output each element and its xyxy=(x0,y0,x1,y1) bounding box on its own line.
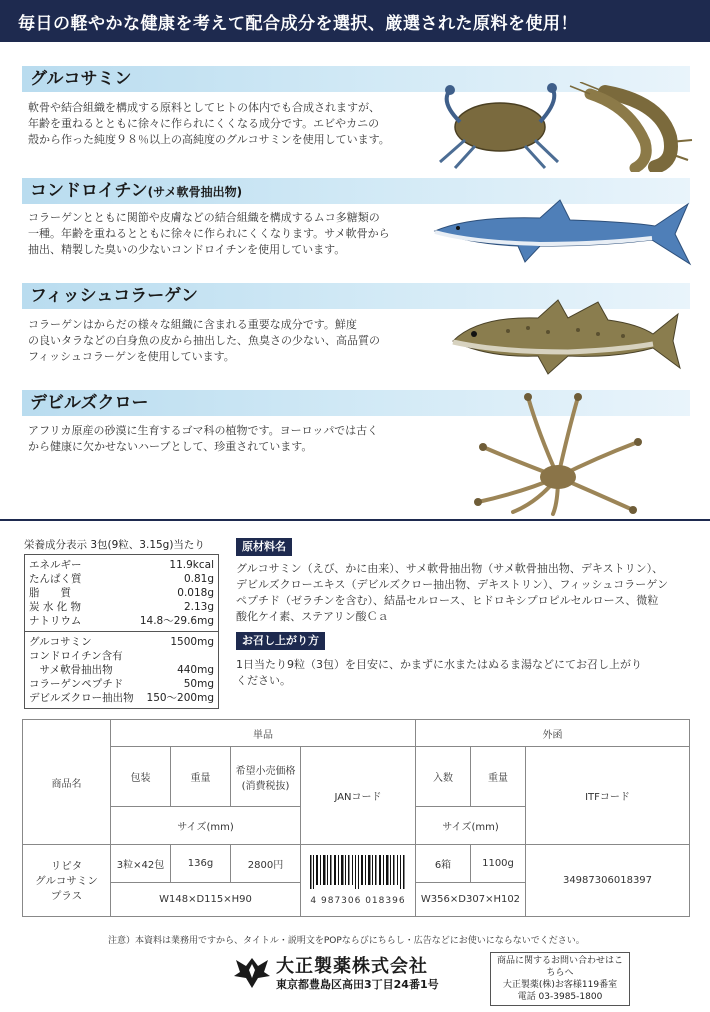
price-header xyxy=(231,747,301,807)
shark-illustration xyxy=(430,196,695,271)
nutrition-value: 14.8〜29.6mg xyxy=(139,615,214,627)
product-name-header: 商品名 xyxy=(23,720,111,845)
section-subtitle: (サメ軟骨抽出物) xyxy=(147,185,243,199)
section-title-text: コンドロイチン xyxy=(30,181,148,201)
section-title-text: フィッシュコラーゲン xyxy=(30,286,198,306)
section-divider xyxy=(0,519,710,521)
section-title-chondroitin xyxy=(30,178,242,205)
nutrition-row xyxy=(25,572,218,586)
itf-code-value: 34987306018397 xyxy=(526,845,690,917)
raw-materials-line: 酸化ケイ素、ステアリン酸Ｃａ xyxy=(236,610,389,623)
header-text: 毎日の軽やかな健康を考えて配合成分を選択、厳選された原料を使用！ xyxy=(18,13,578,34)
nutrition-label: たんぱく質 xyxy=(29,573,82,585)
product-name-line: グルコサミン xyxy=(35,875,98,887)
raw-materials-label: 原材料名 xyxy=(236,538,292,556)
body-line: 抽出、精製した臭いの少ないコンドロイチンを使用しています。 xyxy=(28,243,346,256)
packaging-value: 3粒×42包 xyxy=(111,845,171,883)
nutrition-facts xyxy=(24,537,219,709)
company-name: 大正製薬株式会社 xyxy=(276,956,428,977)
notice-text: 注意）本資料は業務用ですから、タイトル・説明文をPOPならびにちらし・広告などにお使いにならないでください。 xyxy=(108,936,585,946)
price-header-line: 希望小売価格 xyxy=(235,765,296,777)
nutrition-label: コンドロイチン含有 xyxy=(29,650,123,662)
jan-code-number: 4 987306 018396 xyxy=(310,896,406,906)
crab-shrimp-illustration xyxy=(430,82,695,172)
nutrition-label: 脂 質 xyxy=(29,587,71,599)
itf-header: ITFコード xyxy=(526,747,690,845)
outer-size-header: サイズ(mm) xyxy=(416,807,526,845)
body-line: アフリカ原産の砂漠に生育するゴマ科の植物です。ヨーロッパでは古く xyxy=(28,424,379,437)
eagle-logo-icon xyxy=(232,954,272,990)
contact-line: 大正製薬(株)お客様119番室 xyxy=(502,980,618,990)
raw-materials-text xyxy=(236,561,696,625)
section-title-text: デビルズクロー xyxy=(30,393,149,413)
section-title-text: グルコサミン xyxy=(30,69,132,89)
nutrition-row xyxy=(25,614,218,628)
count-value: 6箱 xyxy=(416,845,471,883)
raw-materials-line: グルコサミン（えび、かに由来）、サメ軟骨抽出物（サメ軟骨抽出物、デキストリン）、 xyxy=(236,562,664,575)
outer-weight-value: 1100g xyxy=(471,845,526,883)
nutrition-heading: 栄養成分表示 3包(9粒、3.15g)当たり xyxy=(24,539,205,551)
nutrition-label: 炭 水 化 物 xyxy=(29,601,82,613)
section-title-devils-claw xyxy=(30,390,149,416)
nutrition-label: ナトリウム xyxy=(29,615,82,627)
size-value: W148×D115×H90 xyxy=(111,883,301,917)
nutrition-value: 1500mg xyxy=(170,636,214,648)
contact-phone: 電話 03-3985-1800 xyxy=(517,992,603,1002)
body-line: 殻から作った純度９８％以上の高純度のグルコサミンを使用しています。 xyxy=(28,133,390,146)
jan-header: JANコード xyxy=(301,747,416,845)
weight-value: 136g xyxy=(171,845,231,883)
usage-line: 1日当たり9粒（3包）を目安に、かまずに水またはぬるま湯などにてお召し上がり xyxy=(236,658,642,671)
weight-header: 重量 xyxy=(171,747,231,807)
raw-materials-line: デビルズクローエキス（デビルズクロー抽出物、デキストリン）、フィッシュコラーゲン xyxy=(236,578,669,591)
outer-size-value: W356×D307×H102 xyxy=(416,883,526,917)
section-body-devils-claw xyxy=(28,423,423,455)
nutrition-value: 440mg xyxy=(177,664,214,676)
devils-claw-illustration xyxy=(468,392,653,517)
nutrition-value: 11.9kcal xyxy=(169,559,214,571)
nutrition-label: グルコサミン xyxy=(29,636,92,648)
nutrition-basic-group xyxy=(25,555,218,631)
body-line: コラーゲンとともに関節や皮膚などの結合組織を構成するムコ多糖類の xyxy=(28,211,380,224)
section-title-glucosamine xyxy=(30,66,132,92)
nutrition-value: 0.018g xyxy=(177,587,214,599)
nutrition-row xyxy=(25,600,218,614)
section-body-glucosamine xyxy=(28,100,423,148)
nutrition-label: サメ軟骨抽出物 xyxy=(29,664,113,676)
packaging-header: 包装 xyxy=(111,747,171,807)
nutrition-ingredient-group xyxy=(25,631,218,708)
section-body-chondroitin xyxy=(28,210,423,258)
body-line: から健康に欠かせないハーブとして、珍重されています。 xyxy=(28,440,313,453)
body-line: コラーゲンはからだの様々な組織に含まれる重要な成分です。鮮度 xyxy=(28,318,357,331)
product-name-line: プラス xyxy=(50,890,83,902)
company-address: 東京都豊島区高田3丁目24番1号 xyxy=(276,978,439,991)
unit-header: 単品 xyxy=(111,720,416,747)
usage-text xyxy=(236,657,696,689)
body-line: フィッシュコラーゲンを使用しています。 xyxy=(28,350,235,363)
outer-header: 外函 xyxy=(416,720,690,747)
nutrition-row xyxy=(25,663,218,677)
price-header-line: (消費税抜) xyxy=(241,780,290,792)
raw-materials-line: ペプチド（ゼラチンを含む）、結晶セルロース、ヒドロキシプロピルセルロース、微粒 xyxy=(236,594,659,607)
jan-barcode-cell xyxy=(301,845,416,917)
header-banner xyxy=(0,0,710,42)
product-spec-table xyxy=(22,719,690,917)
body-line: 一種。年齢を重ねるとともに徐々に作られにくくなります。サメ軟骨から xyxy=(28,227,390,240)
barcode-image xyxy=(308,855,408,893)
usage-label: お召し上がり方 xyxy=(236,632,325,650)
nutrition-label: エネルギー xyxy=(29,559,82,571)
nutrition-row xyxy=(25,677,218,691)
nutrition-row xyxy=(25,649,218,663)
nutrition-value: 2.13g xyxy=(183,601,214,613)
nutrition-table xyxy=(24,554,219,709)
count-header: 入数 xyxy=(416,747,471,807)
body-line: の良いタラなどの白身魚の皮から抽出した、魚臭さの少ない、高品質の xyxy=(28,334,380,347)
section-body-fish-collagen xyxy=(28,317,423,365)
contact-line: 商品に関するお問い合わせはこちらへ xyxy=(496,956,623,978)
nutrition-label: デビルズクロー抽出物 xyxy=(29,692,134,704)
cod-fish-illustration xyxy=(448,296,683,381)
usage-line: ください。 xyxy=(236,674,291,687)
body-line: 軟骨や結合組織を構成する原料としてヒトの体内でも合成されますが、 xyxy=(28,101,380,114)
nutrition-row xyxy=(25,558,218,572)
contact-box xyxy=(490,952,630,1006)
nutrition-row xyxy=(25,691,218,705)
nutrition-row xyxy=(25,586,218,600)
nutrition-label: コラーゲンペプチド xyxy=(29,678,124,690)
outer-weight-header: 重量 xyxy=(471,747,526,807)
body-line: 年齢を重ねるとともに徐々に作られにくくなる成分です。エビやカニの xyxy=(28,117,380,130)
nutrition-value: 50mg xyxy=(183,678,214,690)
nutrition-row xyxy=(25,635,218,649)
nutrition-value: 0.81g xyxy=(183,573,214,585)
product-name-line: リピタ xyxy=(50,860,83,872)
product-name-cell xyxy=(23,845,111,917)
size-header: サイズ(mm) xyxy=(111,807,301,845)
nutrition-value: 150〜200mg xyxy=(146,692,214,704)
section-title-fish-collagen xyxy=(30,283,198,309)
price-value: 2800円 xyxy=(231,845,301,883)
